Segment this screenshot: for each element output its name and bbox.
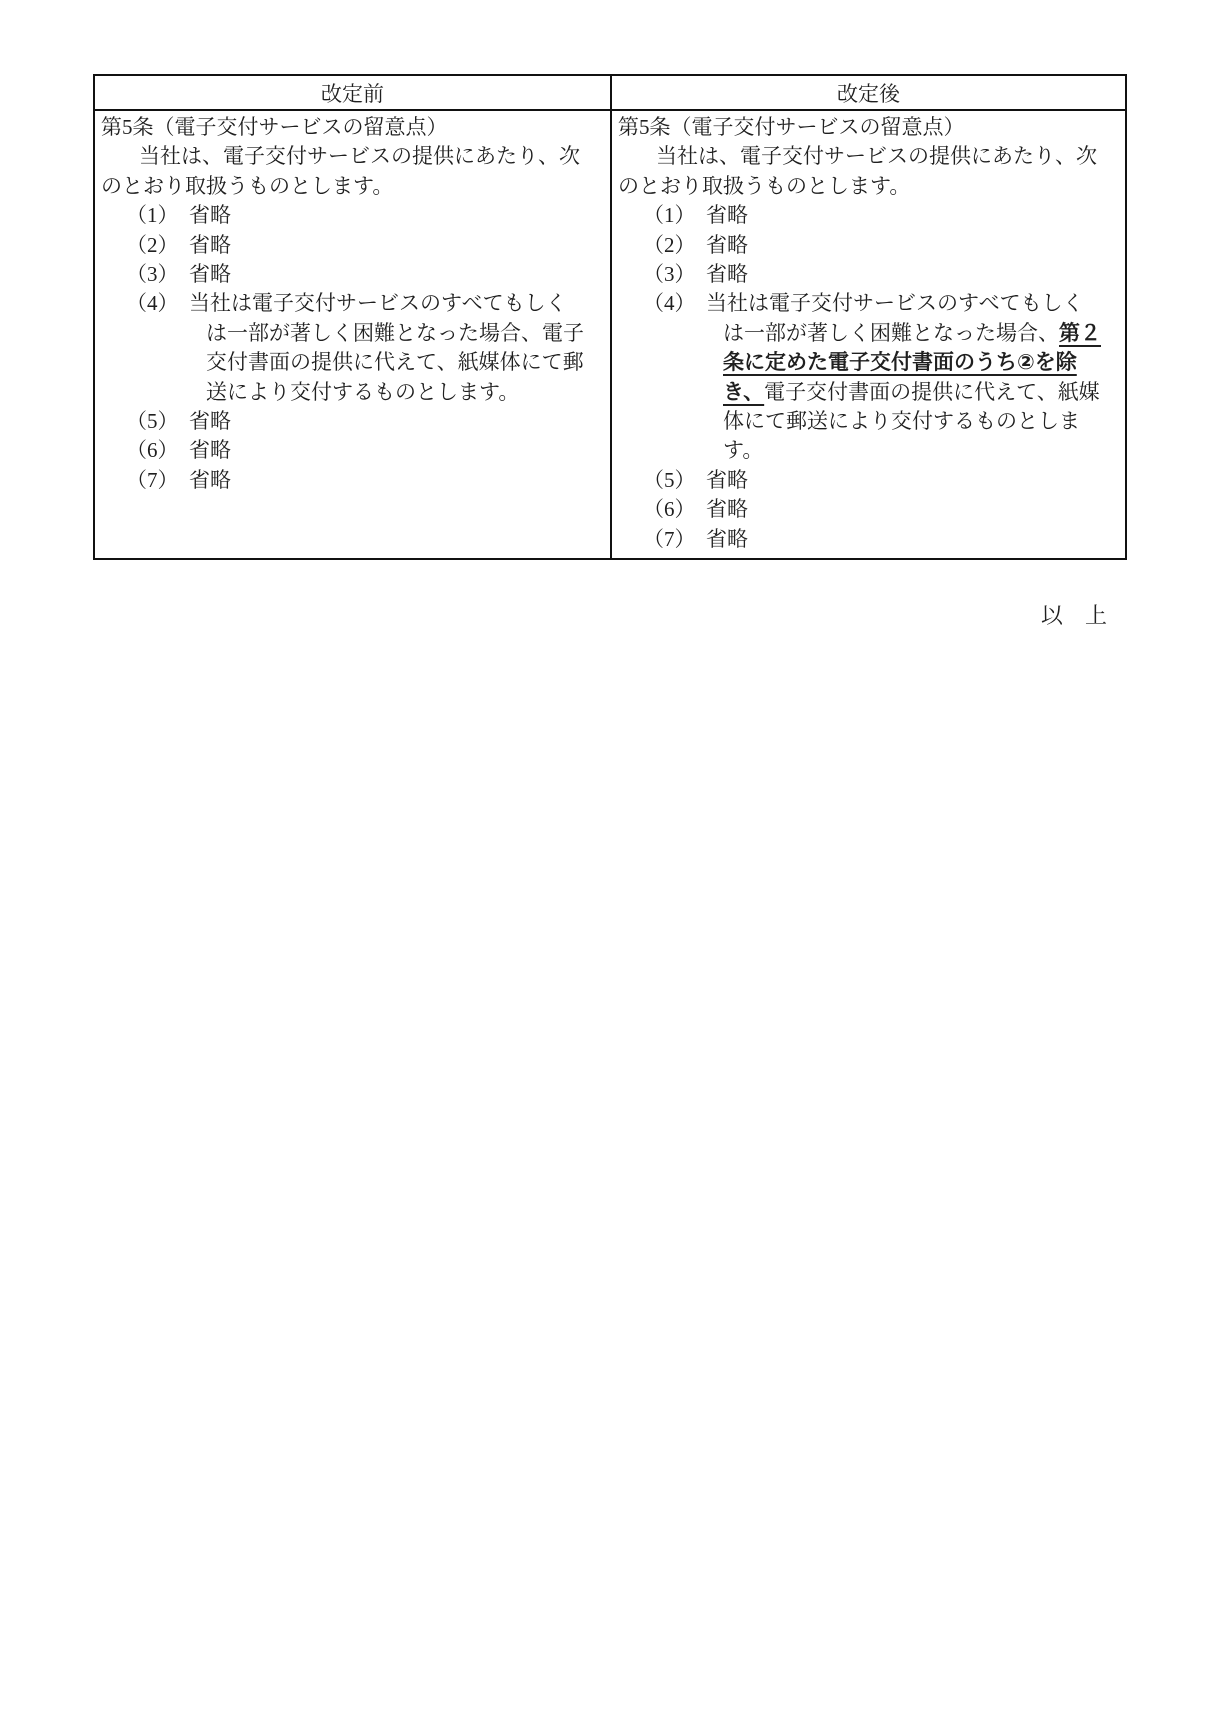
text-line [618,378,1119,407]
text-line [101,407,604,436]
closing-statement: 以 上 [1040,603,1107,628]
text-segment: （7） 省略 [643,526,748,551]
text-line [618,319,1119,348]
text-segment: （3） 省略 [643,262,748,287]
text-line [101,231,604,260]
text-line [101,201,604,230]
before-revision-cell [94,110,611,559]
text-line [618,201,1119,230]
text-segment: （1） 省略 [643,203,748,228]
before-revision-text [101,113,604,495]
text-line [101,378,604,407]
column-header-after-revision: 改定後 [611,75,1126,110]
text-segment: （4） 当社は電子交付サービスのすべてもしく [643,291,1084,316]
after-revision-text [618,113,1119,554]
text-line [101,348,604,377]
text-segment: は一部が著しく困難となった場合、 [723,320,1059,345]
text-segment: 送により交付するものとします。 [206,379,520,404]
text-line [101,260,604,289]
text-line [101,289,604,318]
text-segment: 交付書面の提供に代えて、紙媒体にて郵 [206,350,584,375]
revised-text-emphasis: 条に定めた電子交付書面のうち②を除 [723,351,1077,375]
text-line [618,466,1119,495]
text-line [618,260,1119,289]
text-segment: （5） 省略 [126,409,231,434]
text-segment: 当社は、電子交付サービスの提供にあたり、次 [139,144,580,169]
text-segment: （2） 省略 [126,232,231,257]
text-segment: のとおり取扱うものとします。 [618,173,911,198]
text-segment: 体にて郵送により交付するものとしま [723,409,1080,434]
column-header-before-revision: 改定前 [94,75,611,110]
revised-text-emphasis: 第２ [1059,321,1101,345]
text-line [101,113,604,142]
text-line [618,436,1119,465]
text-line [618,495,1119,524]
text-line [618,525,1119,554]
text-segment: （7） 省略 [126,467,231,492]
after-revision-cell [611,110,1126,559]
text-segment: （5） 省略 [643,467,748,492]
text-segment: （6） 省略 [643,497,748,522]
text-line [101,319,604,348]
text-segment: （6） 省略 [126,438,231,463]
revised-text-emphasis: き、 [723,380,765,404]
text-segment: のとおり取扱うものとします。 [101,173,394,198]
text-segment: （4） 当社は電子交付サービスのすべてもしく [126,291,567,316]
text-segment: （2） 省略 [643,232,748,257]
text-line [618,172,1119,201]
text-segment: 第5条（電子交付サービスの留意点） [618,115,965,139]
text-segment: 当社は、電子交付サービスの提供にあたり、次 [656,144,1097,169]
text-segment: す。 [723,438,764,463]
text-line [101,466,604,495]
text-segment: 電子交付書面の提供に代えて、紙媒 [764,379,1100,404]
text-line [101,142,604,171]
text-segment: （3） 省略 [126,262,231,287]
text-segment: 第5条（電子交付サービスの留意点） [101,115,448,139]
revision-comparison-table [93,74,1127,560]
text-line [101,436,604,465]
text-line [618,113,1119,142]
text-line [618,231,1119,260]
text-segment: は一部が著しく困難となった場合、電子 [206,320,584,345]
text-line [618,142,1119,171]
table-body-row [94,110,1126,559]
text-line [101,172,604,201]
text-line [618,348,1119,377]
table-header-row [94,75,1126,110]
text-line [618,289,1119,318]
text-segment: （1） 省略 [126,203,231,228]
text-line [618,407,1119,436]
